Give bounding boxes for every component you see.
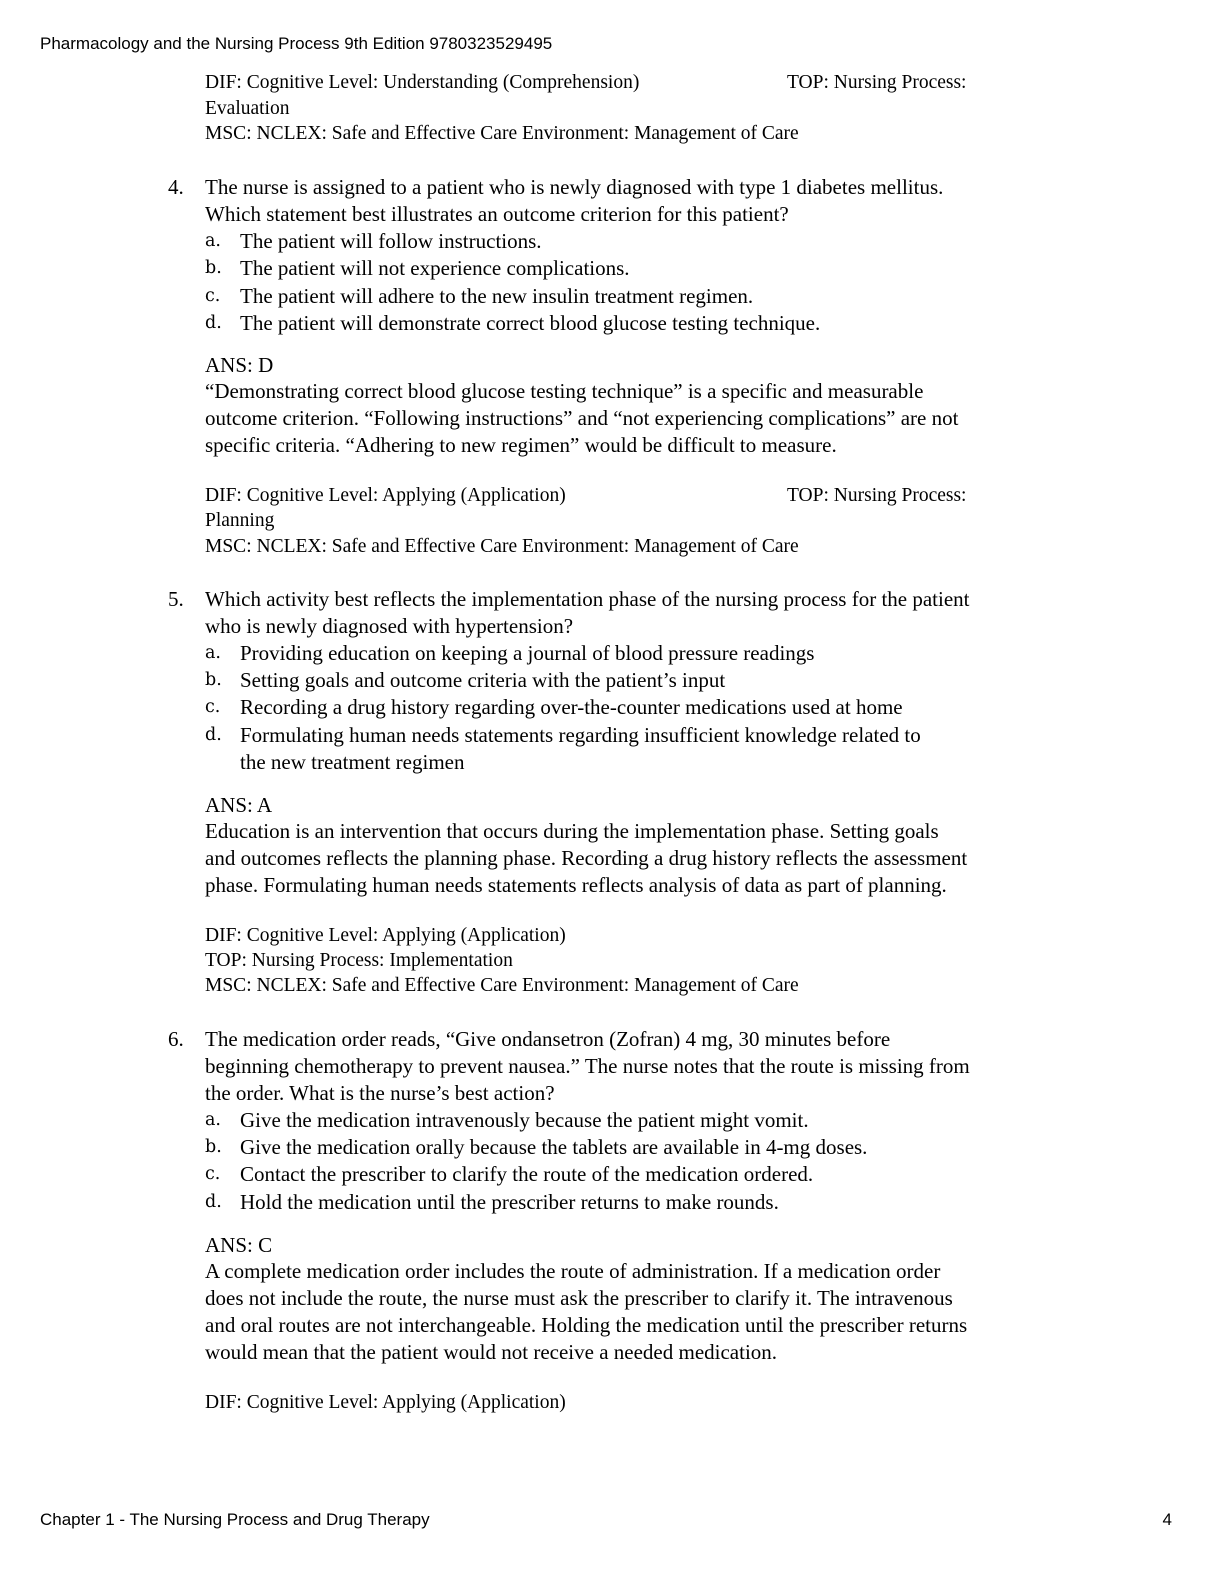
option-letter: a. bbox=[205, 643, 221, 663]
rationale-line: phase. Formulating human needs statements reflects analysis of data as part of planning. bbox=[205, 873, 947, 897]
option-letter: b. bbox=[205, 1137, 222, 1157]
question-stem-line: Which activity best reflects the implementation phase of the nursing process for the patient bbox=[205, 587, 970, 611]
option-text: Providing education on keeping a journal of blood pressure readings bbox=[240, 641, 815, 665]
option-text: The patient will follow instructions. bbox=[240, 229, 542, 253]
rationale-line: and outcomes reflects the planning phase. Recording a drug history reflects the assessment bbox=[205, 846, 968, 870]
question-stem-line: The nurse is assigned to a patient who is newly diagnosed with type 1 diabetes mellitus. bbox=[205, 175, 944, 199]
meta-top: TOP: Nursing Process: bbox=[787, 72, 967, 93]
rationale-line: A complete medication order includes the route of administration. If a medication order bbox=[205, 1259, 941, 1283]
question-stem-line: the order. What is the nurse’s best action? bbox=[205, 1081, 555, 1105]
question-number: 6. bbox=[168, 1027, 184, 1051]
option-letter: a. bbox=[205, 231, 221, 251]
option-letter: d. bbox=[205, 1192, 222, 1212]
meta-dif: DIF: Cognitive Level: Applying (Application) bbox=[205, 925, 566, 946]
rationale-line: does not include the route, the nurse must ask the prescriber to clarify it. The intravenous bbox=[205, 1286, 953, 1310]
option-text: Formulating human needs statements regarding insufficient knowledge related to bbox=[240, 723, 921, 747]
meta-msc: MSC: NCLEX: Safe and Effective Care Environment: Management of Care bbox=[205, 536, 799, 557]
option-text: Contact the prescriber to clarify the route of the medication ordered. bbox=[240, 1162, 814, 1186]
question-number: 5. bbox=[168, 587, 184, 611]
rationale-line: outcome criterion. “Following instructions” and “not experiencing complications” are not bbox=[205, 406, 959, 430]
option-text: The patient will not experience complications. bbox=[240, 256, 630, 280]
option-letter: c. bbox=[205, 1164, 221, 1184]
option-letter: c. bbox=[205, 286, 221, 306]
answer: ANS: C bbox=[205, 1233, 273, 1257]
page-header: Pharmacology and the Nursing Process 9th Edition 9780323529495 bbox=[40, 34, 553, 53]
meta-msc: MSC: NCLEX: Safe and Effective Care Environment: Management of Care bbox=[205, 123, 799, 144]
meta-dif: DIF: Cognitive Level: Understanding (Comprehension) bbox=[205, 72, 640, 93]
option-text: The patient will adhere to the new insulin treatment regimen. bbox=[240, 284, 754, 308]
option-text: Recording a drug history regarding over-the-counter medications used at home bbox=[240, 695, 903, 719]
rationale-line: and oral routes are not interchangeable. Holding the medication until the prescriber returns bbox=[205, 1313, 968, 1337]
question-stem-line: who is newly diagnosed with hypertension? bbox=[205, 614, 574, 638]
option-text: Setting goals and outcome criteria with the patient’s input bbox=[240, 668, 726, 692]
question-number: 4. bbox=[168, 175, 184, 199]
option-text: Hold the medication until the prescriber returns to make rounds. bbox=[240, 1190, 779, 1214]
answer: ANS: A bbox=[205, 793, 273, 817]
option-letter: b. bbox=[205, 258, 222, 278]
option-letter: d. bbox=[205, 725, 222, 745]
meta-dif: DIF: Cognitive Level: Applying (Application) bbox=[205, 485, 566, 506]
option-text: Give the medication intravenously because the patient might vomit. bbox=[240, 1108, 809, 1132]
option-text: The patient will demonstrate correct blood glucose testing technique. bbox=[240, 311, 821, 335]
meta-top-continued: Planning bbox=[205, 510, 275, 531]
rationale-line: Education is an intervention that occurs during the implementation phase. Setting goals bbox=[205, 819, 939, 843]
page-footer-chapter: Chapter 1 - The Nursing Process and Drug Therapy bbox=[40, 1510, 430, 1529]
answer: ANS: D bbox=[205, 353, 274, 377]
option-letter: c. bbox=[205, 697, 221, 717]
rationale-line: would mean that the patient would not receive a needed medication. bbox=[205, 1340, 778, 1364]
question-stem-line: Which statement best illustrates an outcome criterion for this patient? bbox=[205, 202, 789, 226]
rationale-line: specific criteria. “Adhering to new regimen” would be difficult to measure. bbox=[205, 433, 837, 457]
meta-msc: MSC: NCLEX: Safe and Effective Care Environment: Management of Care bbox=[205, 975, 799, 996]
rationale-line: “Demonstrating correct blood glucose testing technique” is a specific and measurable bbox=[205, 379, 924, 403]
option-letter: b. bbox=[205, 670, 222, 690]
option-text-continued: the new treatment regimen bbox=[240, 750, 465, 774]
meta-top-continued: Evaluation bbox=[205, 98, 290, 119]
question-stem-line: beginning chemotherapy to prevent nausea.” The nurse notes that the route is missing from bbox=[205, 1054, 970, 1078]
option-letter: d. bbox=[205, 313, 222, 333]
meta-top: TOP: Nursing Process: Implementation bbox=[205, 950, 513, 971]
meta-dif: DIF: Cognitive Level: Applying (Application) bbox=[205, 1392, 566, 1413]
page-number: 4 bbox=[1162, 1510, 1172, 1529]
option-text: Give the medication orally because the tablets are available in 4-mg doses. bbox=[240, 1135, 868, 1159]
meta-top: TOP: Nursing Process: bbox=[787, 485, 967, 506]
option-letter: a. bbox=[205, 1110, 221, 1130]
question-stem-line: The medication order reads, “Give ondansetron (Zofran) 4 mg, 30 minutes before bbox=[205, 1027, 891, 1051]
